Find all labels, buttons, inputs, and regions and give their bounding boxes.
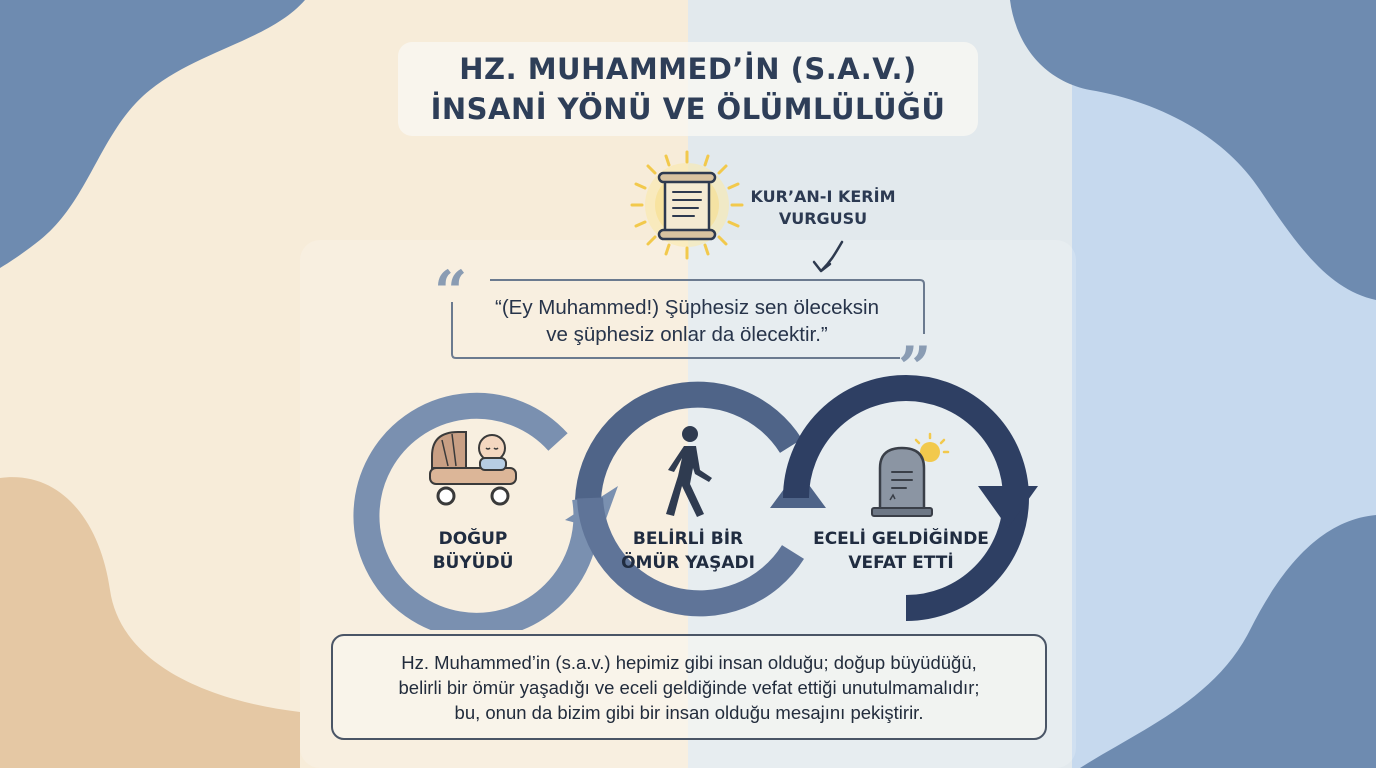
title-box	[398, 42, 978, 136]
step-1-line-2: BÜYÜDÜ	[432, 553, 514, 573]
title-line-2: İNSANİ YÖNÜ VE ÖLÜMLÜLÜĞÜ	[430, 92, 946, 126]
step-2-line-1: BELİRLİ BİR	[632, 529, 744, 549]
gravestone-icon	[866, 428, 956, 520]
step-label-died	[806, 527, 996, 575]
title-line-1: HZ. MUHAMMED’İN (S.A.V.)	[459, 52, 917, 86]
step-3-line-2: VEFAT ETTİ	[848, 553, 954, 573]
summary-line-3: bu, onun da bizim gibi bir insan olduğu mesajını pekiştirir.	[454, 701, 924, 723]
open-quote-icon: “	[434, 258, 468, 326]
baby-stroller-icon	[424, 426, 524, 510]
summary-text	[334, 637, 1044, 737]
quote-line-2: ve şüphesiz onlar da ölecektir.”	[546, 323, 828, 346]
quran-emphasis-line-1: KUR’AN-I KERİM	[750, 187, 896, 206]
step-3-line-1: ECELİ GELDİĞİNDE	[813, 529, 989, 549]
step-label-lived	[593, 527, 783, 575]
step-2-line-2: ÖMÜR YAŞADI	[621, 553, 755, 573]
quote-line-1: “(Ey Muhammed!) Şüphesiz sen öleceksin	[495, 296, 879, 319]
step-1-line-1: DOĞUP	[438, 529, 508, 549]
walking-person-icon	[660, 424, 720, 520]
summary-line-2: belirli bir ömür yaşadığı ve eceli geldiğinde vefat ettiği unutulmamalıdır;	[398, 676, 980, 698]
quran-emphasis-label	[728, 186, 918, 230]
summary-line-1: Hz. Muhammed’in (s.a.v.) hepimiz gibi insan olduğu; doğup büyüdüğü,	[401, 651, 977, 673]
quote-text	[452, 284, 922, 358]
quran-emphasis-line-2: VURGUSU	[778, 209, 868, 228]
close-quote-icon: ”	[898, 334, 932, 380]
pointer-arrow	[822, 242, 842, 270]
step-label-born	[378, 527, 568, 575]
